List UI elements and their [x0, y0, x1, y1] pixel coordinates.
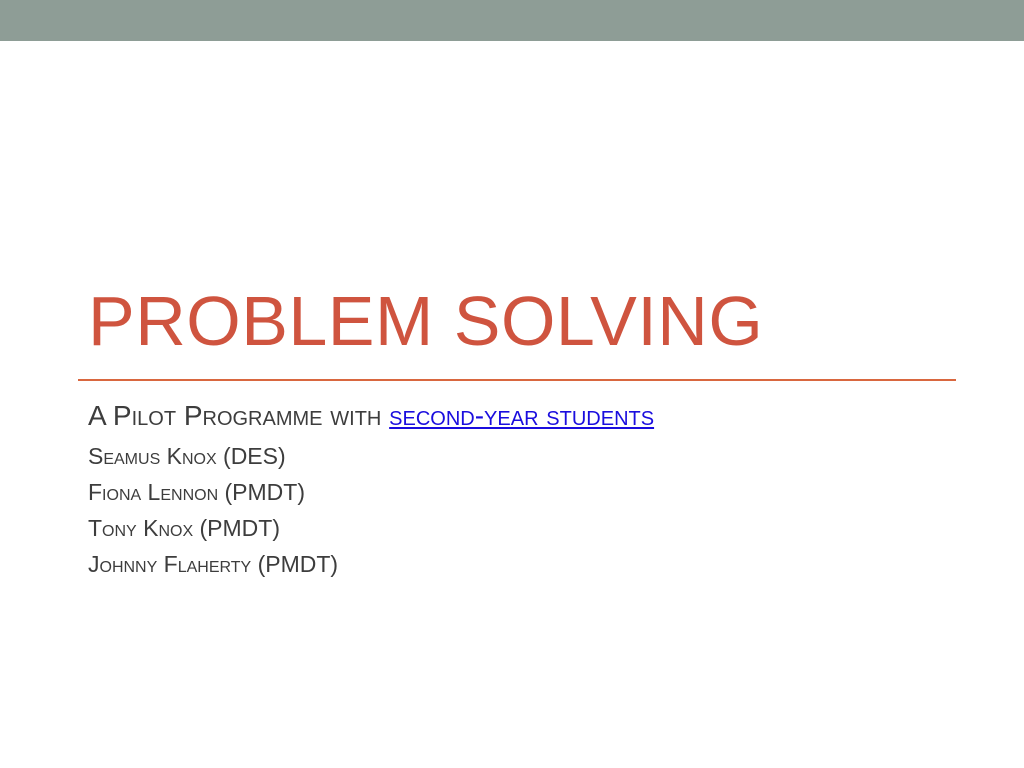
- presenter-line: Fiona Lennon (PMDT): [88, 479, 305, 505]
- subtitle-block: [88, 394, 948, 582]
- slide-title: PROBLEM SOLVING: [88, 282, 764, 360]
- subtitle-link[interactable]: second-year students: [389, 400, 655, 431]
- top-band: [0, 0, 1024, 41]
- presenter-line: Seamus Knox (DES): [88, 443, 286, 469]
- presenter-line: Tony Knox (PMDT): [88, 515, 280, 541]
- title-divider: [78, 379, 956, 381]
- subtitle-prefix: A Pilot Programme with: [88, 400, 390, 431]
- presenter-line: Johnny Flaherty (PMDT): [88, 551, 339, 577]
- subtitle-line: [88, 394, 948, 438]
